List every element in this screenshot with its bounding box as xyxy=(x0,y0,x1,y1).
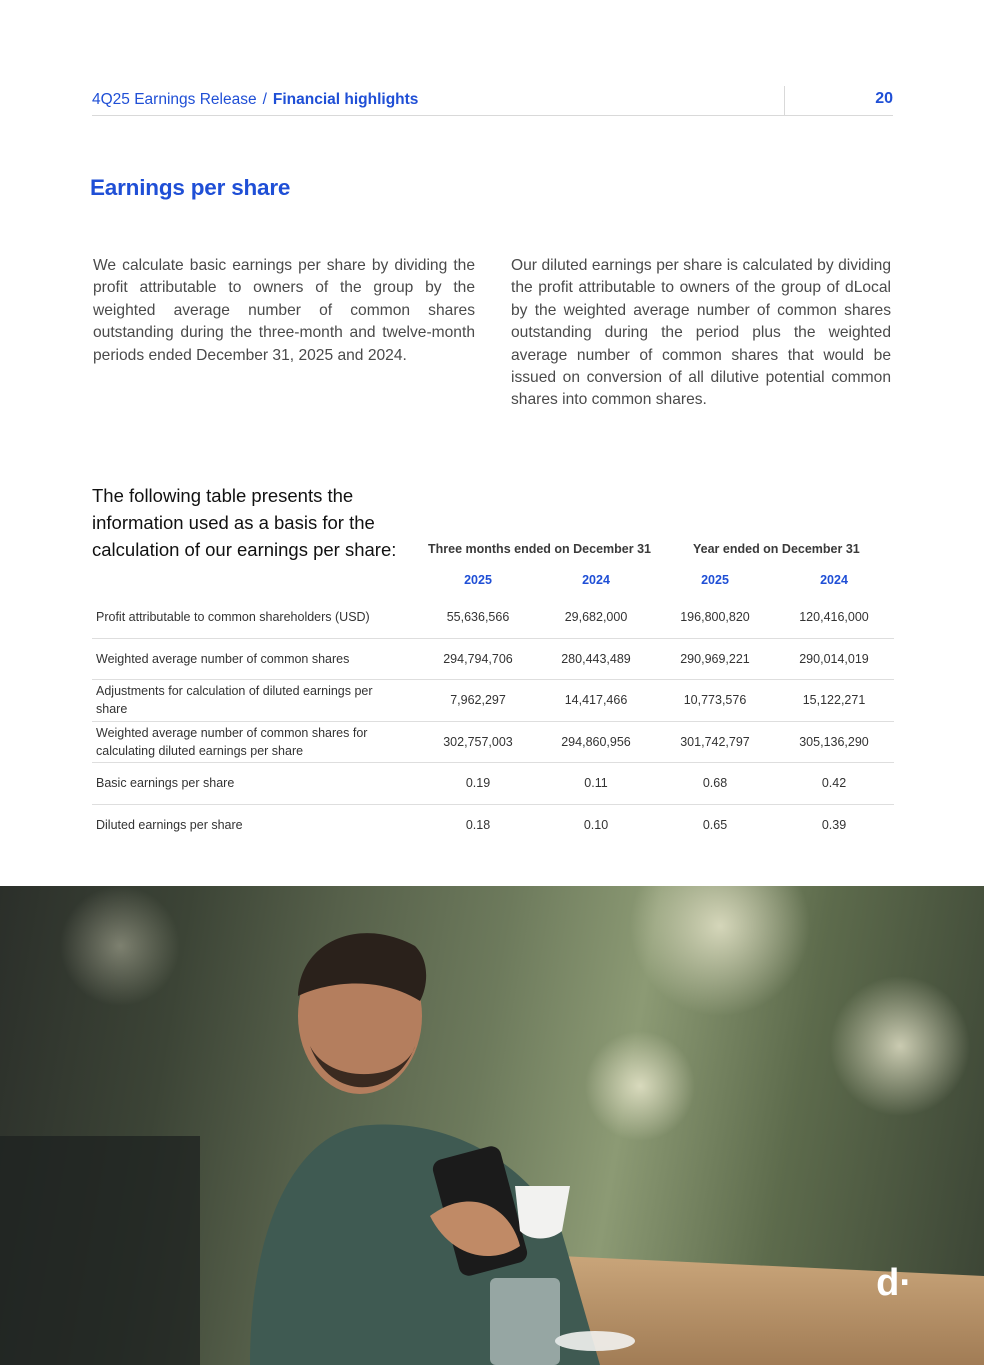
row-label: Basic earnings per share xyxy=(96,776,235,791)
table-intro: The following table presents the information used as a basis for the calculation of our earnings per share: xyxy=(92,485,397,560)
row-label: Adjustments for calculation of diluted earnings per share xyxy=(96,684,373,717)
cell-value: 290,014,019 xyxy=(799,651,869,666)
group-header-three-months: Three months ended on December 31 xyxy=(428,542,651,556)
cell-value: 7,962,297 xyxy=(450,693,506,708)
cell-value: 15,122,271 xyxy=(802,693,866,708)
cell-value: 0.42 xyxy=(821,776,847,791)
breadcrumb-separator: / xyxy=(262,91,267,108)
header-divider xyxy=(784,86,785,116)
section-title: Earnings per share xyxy=(90,175,291,200)
cell-value: 55,636,566 xyxy=(446,610,510,625)
cell-value: 294,860,956 xyxy=(561,734,631,749)
row-label: Weighted average number of common shares for calculating diluted earnings per share xyxy=(96,725,368,758)
year-header: 2025 xyxy=(701,573,729,587)
group-header-year: Year ended on December 31 xyxy=(693,542,860,556)
table-row xyxy=(92,639,894,681)
cell-value: 29,682,000 xyxy=(564,610,628,625)
dlocal-logo: d· xyxy=(876,1262,912,1304)
table-row xyxy=(92,597,894,639)
cell-value: 0.11 xyxy=(584,776,608,791)
cell-value: 14,417,466 xyxy=(564,693,628,708)
hero-photo xyxy=(0,886,984,1365)
paragraph-diluted-eps: Our diluted earnings per share is calculated by dividing the profit attributable to owners of the group of dLocal by the weighted average number of common shares outstanding during the period plus the weighted average number of common shares that would be issued on conversion of all dilutive potential common shares into common shares. xyxy=(511,257,891,409)
cell-value: 10,773,576 xyxy=(683,693,747,708)
cell-value: 301,742,797 xyxy=(680,734,750,749)
table-row xyxy=(92,722,894,764)
breadcrumb-doc-title: 4Q25 Earnings Release xyxy=(92,91,257,108)
table-row xyxy=(92,805,894,847)
photo-illustration xyxy=(0,886,984,1365)
row-label: Diluted earnings per share xyxy=(96,818,243,833)
row-label: Profit attributable to common shareholders (USD) xyxy=(96,610,370,625)
breadcrumb-section: Financial highlights xyxy=(272,91,419,108)
cell-value: 196,800,820 xyxy=(680,610,750,625)
year-header: 2025 xyxy=(464,573,492,587)
cell-value: 0.10 xyxy=(583,818,609,833)
eps-table xyxy=(92,597,894,846)
cell-value: 0.65 xyxy=(702,818,728,833)
year-header: 2024 xyxy=(582,573,610,587)
cell-value: 0.68 xyxy=(702,776,728,791)
table-row xyxy=(92,680,894,722)
paragraph-basic-eps: We calculate basic earnings per share by dividing the profit attributable to owners of the group by the weighted average number of common shares outstanding during the three-month and twelve-month periods ended December 31, 2025 and 2024. xyxy=(93,257,475,364)
page-number: 20 xyxy=(875,90,893,107)
cell-value: 305,136,290 xyxy=(799,734,869,749)
row-label: Weighted average number of common shares xyxy=(96,651,350,666)
table-row xyxy=(92,763,894,805)
cell-value: 294,794,706 xyxy=(443,651,513,666)
cell-value: 290,969,221 xyxy=(680,651,750,666)
cell-value: 0.18 xyxy=(465,818,491,833)
cell-value: 0.39 xyxy=(821,818,847,833)
cell-value: 280,443,489 xyxy=(561,651,631,666)
cell-value: 302,757,003 xyxy=(443,734,513,749)
cell-value: 0.19 xyxy=(465,776,491,791)
breadcrumb xyxy=(92,91,418,109)
page-header xyxy=(92,86,893,116)
cell-value: 120,416,000 xyxy=(799,610,869,625)
year-header: 2024 xyxy=(820,573,848,587)
